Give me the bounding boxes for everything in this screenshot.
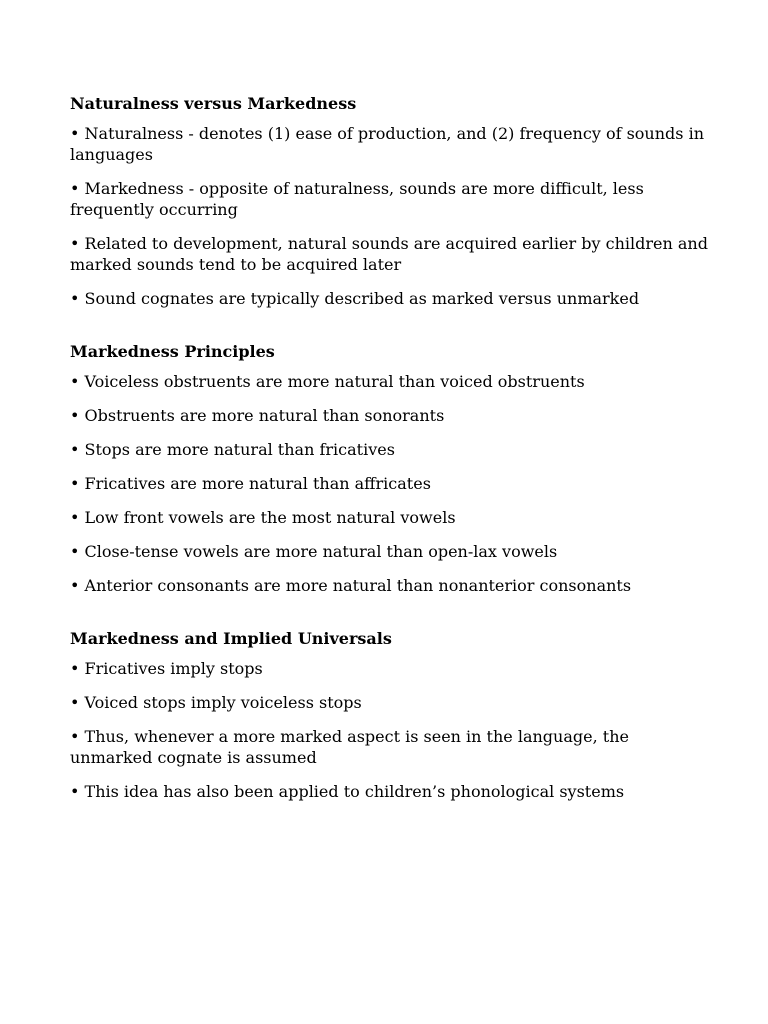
- section-heading: Naturalness versus Markedness: [70, 94, 357, 113]
- section-heading: Markedness Principles: [70, 342, 275, 361]
- bullet-item: • Obstruents are more natural than sonorants: [70, 406, 445, 425]
- section-markedness-principles: [70, 341, 710, 596]
- bullet-item: • This idea has also been applied to children’s phonological systems: [70, 782, 625, 801]
- bullet-list: [70, 123, 710, 309]
- bullet-item: • Anterior consonants are more natural than nonanterior consonants: [70, 576, 632, 595]
- document-page: [70, 93, 710, 802]
- bullet-item: • Fricatives imply stops: [70, 659, 263, 678]
- section-naturalness-vs-markedness: [70, 93, 710, 309]
- bullet-item: • Low front vowels are the most natural vowels: [70, 508, 456, 527]
- bullet-item: • Close-tense vowels are more natural than open-lax vowels: [70, 542, 558, 561]
- bullet-item: • Fricatives are more natural than affricates: [70, 474, 431, 493]
- section-markedness-implied-universals: [70, 628, 710, 802]
- bullet-item: • Voiced stops imply voiceless stops: [70, 693, 362, 712]
- bullet-list: [70, 371, 710, 596]
- bullet-item: • Naturalness - denotes (1) ease of production, and (2) frequency of sounds in languages: [70, 124, 704, 164]
- bullet-item: • Voiceless obstruents are more natural than voiced obstruents: [70, 372, 585, 391]
- section-heading: Markedness and Implied Universals: [70, 629, 392, 648]
- bullet-item: • Markedness - opposite of naturalness, sounds are more difficult, less frequently occurring: [70, 179, 644, 219]
- bullet-list: [70, 658, 710, 802]
- bullet-item: • Stops are more natural than fricatives: [70, 440, 395, 459]
- bullet-item: • Related to development, natural sounds are acquired earlier by children and marked sounds tend to be acquired later: [70, 234, 708, 274]
- bullet-item: • Sound cognates are typically described as marked versus unmarked: [70, 289, 640, 308]
- bullet-item: • Thus, whenever a more marked aspect is seen in the language, the unmarked cognate is assumed: [70, 727, 629, 767]
